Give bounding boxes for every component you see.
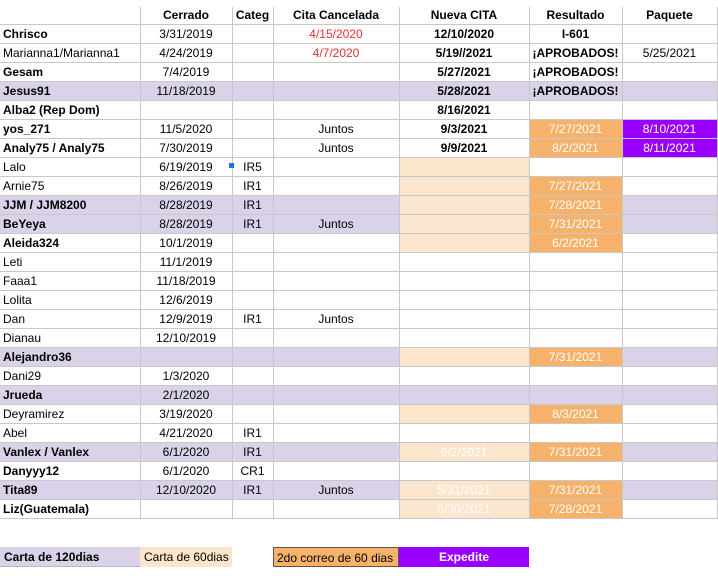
paquete-cell[interactable] xyxy=(622,329,717,348)
paquete-cell[interactable] xyxy=(622,310,717,329)
cerrado-cell[interactable] xyxy=(140,500,232,519)
cerrado-cell[interactable]: 3/31/2019 xyxy=(140,25,232,44)
paquete-cell[interactable] xyxy=(622,348,717,367)
cita-cancelada-cell[interactable]: Juntos xyxy=(273,481,399,500)
cerrado-cell[interactable]: 10/1/2019 xyxy=(140,234,232,253)
cita-cancelada-cell[interactable] xyxy=(273,329,399,348)
categ-cell[interactable] xyxy=(232,82,273,101)
cerrado-cell[interactable]: 11/5/2020 xyxy=(140,120,232,139)
name-cell[interactable]: Faaa1 xyxy=(0,272,140,291)
table-row xyxy=(0,291,717,310)
nueva-cita-cell[interactable]: 9/3/2021 xyxy=(399,120,529,139)
cita-cancelada-cell[interactable] xyxy=(273,500,399,519)
cita-cancelada-cell[interactable] xyxy=(273,101,399,120)
categ-cell[interactable]: IR1 xyxy=(232,443,273,462)
cerrado-cell[interactable]: 8/28/2019 xyxy=(140,215,232,234)
resultado-cell[interactable] xyxy=(529,329,622,348)
cita-cancelada-cell[interactable] xyxy=(273,63,399,82)
cita-cancelada-cell[interactable] xyxy=(273,158,399,177)
paquete-cell[interactable] xyxy=(622,215,717,234)
selection-handle[interactable] xyxy=(229,163,234,168)
legend-120-days[interactable]: Carta de 120dias xyxy=(0,547,140,567)
column-header[interactable]: Nueva CITA xyxy=(399,7,529,25)
table-row xyxy=(0,253,717,272)
resultado-cell[interactable]: 8/3/2021 xyxy=(529,405,622,424)
cita-cancelada-cell[interactable] xyxy=(273,196,399,215)
table-row xyxy=(0,215,717,234)
paquete-cell[interactable] xyxy=(622,462,717,481)
table-row xyxy=(0,386,717,405)
name-cell[interactable]: Arnie75 xyxy=(0,177,140,196)
categ-cell[interactable]: IR1 xyxy=(232,196,273,215)
name-cell[interactable]: BeYeya xyxy=(0,215,140,234)
table-row xyxy=(0,405,717,424)
resultado-cell[interactable]: ¡APROBADOS! xyxy=(529,63,622,82)
table-row xyxy=(0,462,717,481)
table-row xyxy=(0,443,717,462)
name-cell[interactable]: Lalo xyxy=(0,158,140,177)
legend-second-mail-60-days[interactable]: 2do correo de 60 dias xyxy=(273,547,399,567)
cerrado-cell[interactable]: 12/9/2019 xyxy=(140,310,232,329)
nueva-cita-cell[interactable] xyxy=(399,462,529,481)
nueva-cita-cell[interactable] xyxy=(399,272,529,291)
name-cell[interactable]: yos_271 xyxy=(0,120,140,139)
categ-cell[interactable] xyxy=(232,329,273,348)
cerrado-cell[interactable]: 12/10/2019 xyxy=(140,329,232,348)
table-row xyxy=(0,424,717,443)
nueva-cita-cell[interactable]: 12/10/2020 xyxy=(399,25,529,44)
table-row xyxy=(0,158,717,177)
categ-cell[interactable] xyxy=(232,405,273,424)
resultado-cell[interactable]: 7/31/2021 xyxy=(529,348,622,367)
table-row xyxy=(0,500,717,519)
paquete-cell[interactable]: 5/25/2021 xyxy=(622,44,717,63)
cita-cancelada-cell[interactable] xyxy=(273,386,399,405)
cita-cancelada-cell[interactable] xyxy=(273,348,399,367)
nueva-cita-cell[interactable] xyxy=(399,310,529,329)
cerrado-cell[interactable]: 12/10/2020 xyxy=(140,481,232,500)
table-row xyxy=(0,25,717,44)
cita-cancelada-cell[interactable]: Juntos xyxy=(273,139,399,158)
paquete-cell[interactable] xyxy=(622,158,717,177)
categ-cell[interactable] xyxy=(232,348,273,367)
cerrado-cell[interactable]: 12/6/2019 xyxy=(140,291,232,310)
resultado-cell[interactable]: 7/31/2021 xyxy=(529,481,622,500)
table-row xyxy=(0,272,717,291)
name-cell[interactable]: Jesus91 xyxy=(0,82,140,101)
table-row xyxy=(0,139,717,158)
name-cell[interactable]: Dani29 xyxy=(0,367,140,386)
paquete-cell[interactable] xyxy=(622,253,717,272)
categ-cell[interactable]: IR1 xyxy=(232,424,273,443)
table-row xyxy=(0,367,717,386)
resultado-cell[interactable]: 7/31/2021 xyxy=(529,215,622,234)
paquete-cell[interactable] xyxy=(622,25,717,44)
nueva-cita-cell[interactable] xyxy=(399,234,529,253)
nueva-cita-cell[interactable] xyxy=(399,291,529,310)
categ-cell[interactable] xyxy=(232,500,273,519)
categ-cell[interactable]: IR1 xyxy=(232,215,273,234)
name-cell[interactable]: Aleida324 xyxy=(0,234,140,253)
nueva-cita-cell[interactable]: 5/31/2021 xyxy=(399,481,529,500)
cerrado-cell[interactable]: 8/28/2019 xyxy=(140,196,232,215)
resultado-cell[interactable] xyxy=(529,291,622,310)
cerrado-cell[interactable]: 6/19/2019 xyxy=(140,158,232,177)
categ-cell[interactable] xyxy=(232,367,273,386)
name-cell[interactable]: Alba2 (Rep Dom) xyxy=(0,101,140,120)
cerrado-cell[interactable]: 11/18/2019 xyxy=(140,272,232,291)
name-cell[interactable]: Marianna1/Marianna1 xyxy=(0,44,140,63)
categ-cell[interactable] xyxy=(232,63,273,82)
resultado-cell[interactable]: 7/27/2021 xyxy=(529,120,622,139)
paquete-cell[interactable] xyxy=(622,234,717,253)
name-cell[interactable]: Lolita xyxy=(0,291,140,310)
cita-cancelada-cell[interactable] xyxy=(273,253,399,272)
resultado-cell[interactable] xyxy=(529,424,622,443)
nueva-cita-cell[interactable] xyxy=(399,424,529,443)
resultado-cell[interactable] xyxy=(529,386,622,405)
cita-cancelada-cell[interactable]: Juntos xyxy=(273,310,399,329)
table-row xyxy=(0,44,717,63)
resultado-cell[interactable] xyxy=(529,101,622,120)
paquete-cell[interactable] xyxy=(622,196,717,215)
name-cell[interactable]: JJM / JJM8200 xyxy=(0,196,140,215)
table-row xyxy=(0,120,717,139)
cerrado-cell[interactable]: 3/19/2020 xyxy=(140,405,232,424)
name-cell[interactable]: Dianau xyxy=(0,329,140,348)
nueva-cita-cell[interactable]: 5/19//2021 xyxy=(399,44,529,63)
cita-cancelada-cell[interactable] xyxy=(273,405,399,424)
name-cell[interactable]: Liz(Guatemala) xyxy=(0,500,140,519)
categ-cell[interactable] xyxy=(232,120,273,139)
cerrado-cell[interactable]: 7/30/2019 xyxy=(140,139,232,158)
name-cell[interactable]: Tita89 xyxy=(0,481,140,500)
name-cell[interactable]: Dan xyxy=(0,310,140,329)
legend-expedite[interactable]: Expedite xyxy=(399,547,529,567)
legend xyxy=(0,547,718,567)
nueva-cita-cell[interactable] xyxy=(399,177,529,196)
paquete-cell[interactable] xyxy=(622,443,717,462)
categ-cell[interactable]: IR1 xyxy=(232,177,273,196)
categ-cell[interactable] xyxy=(232,291,273,310)
column-header[interactable]: Paquete xyxy=(622,7,717,25)
resultado-cell[interactable] xyxy=(529,367,622,386)
cita-cancelada-cell[interactable]: 4/15/2020 xyxy=(273,25,399,44)
cita-cancelada-cell[interactable] xyxy=(273,272,399,291)
table-row xyxy=(0,82,717,101)
nueva-cita-cell[interactable]: 8/16/2021 xyxy=(399,101,529,120)
nueva-cita-cell[interactable] xyxy=(399,405,529,424)
paquete-cell[interactable]: 8/10/2021 xyxy=(622,120,717,139)
spreadsheet-grid xyxy=(0,7,718,519)
paquete-cell[interactable] xyxy=(622,405,717,424)
column-header[interactable]: Cerrado xyxy=(140,7,232,25)
cita-cancelada-cell[interactable] xyxy=(273,424,399,443)
cita-cancelada-cell[interactable]: 4/7/2020 xyxy=(273,44,399,63)
categ-cell[interactable]: IR5 xyxy=(232,158,273,177)
table-row xyxy=(0,348,717,367)
nueva-cita-cell[interactable]: 6/2/2021 xyxy=(399,443,529,462)
resultado-cell[interactable]: 6/2/2021 xyxy=(529,234,622,253)
table-row xyxy=(0,481,717,500)
paquete-cell[interactable] xyxy=(622,367,717,386)
nueva-cita-cell[interactable] xyxy=(399,348,529,367)
name-cell[interactable]: Abel xyxy=(0,424,140,443)
resultado-cell[interactable]: 7/27/2021 xyxy=(529,177,622,196)
resultado-cell[interactable] xyxy=(529,310,622,329)
categ-cell[interactable]: IR1 xyxy=(232,481,273,500)
resultado-cell[interactable]: 7/31/2021 xyxy=(529,443,622,462)
categ-cell[interactable] xyxy=(232,25,273,44)
resultado-cell[interactable] xyxy=(529,462,622,481)
table-row xyxy=(0,63,717,82)
column-header[interactable]: Resultado xyxy=(529,7,622,25)
paquete-cell[interactable] xyxy=(622,82,717,101)
cita-cancelada-cell[interactable]: Juntos xyxy=(273,215,399,234)
name-cell[interactable]: Danyyy12 xyxy=(0,462,140,481)
paquete-cell[interactable] xyxy=(622,101,717,120)
nueva-cita-cell[interactable] xyxy=(399,367,529,386)
resultado-cell[interactable] xyxy=(529,158,622,177)
categ-cell[interactable] xyxy=(232,234,273,253)
name-cell[interactable]: Chrisco xyxy=(0,25,140,44)
cita-cancelada-cell[interactable] xyxy=(273,234,399,253)
name-cell[interactable]: Vanlex / Vanlex xyxy=(0,443,140,462)
cita-cancelada-cell[interactable] xyxy=(273,291,399,310)
cerrado-cell[interactable]: 7/4/2019 xyxy=(140,63,232,82)
nueva-cita-cell[interactable] xyxy=(399,329,529,348)
name-cell[interactable]: Alejandro36 xyxy=(0,348,140,367)
name-cell[interactable]: Gesam xyxy=(0,63,140,82)
header-row xyxy=(0,7,717,25)
nueva-cita-cell[interactable]: 5/30/2021 xyxy=(399,500,529,519)
paquete-cell[interactable] xyxy=(622,386,717,405)
cerrado-cell[interactable]: 4/21/2020 xyxy=(140,424,232,443)
paquete-cell[interactable] xyxy=(622,63,717,82)
cerrado-cell[interactable]: 2/1/2020 xyxy=(140,386,232,405)
resultado-cell[interactable]: I-601 xyxy=(529,25,622,44)
nueva-cita-cell[interactable] xyxy=(399,158,529,177)
cerrado-cell[interactable]: 6/1/2020 xyxy=(140,443,232,462)
cita-cancelada-cell[interactable]: Juntos xyxy=(273,120,399,139)
paquete-cell[interactable] xyxy=(622,177,717,196)
categ-cell[interactable]: IR1 xyxy=(232,310,273,329)
categ-cell[interactable]: CR1 xyxy=(232,462,273,481)
name-cell[interactable]: Jrueda xyxy=(0,386,140,405)
table-row xyxy=(0,329,717,348)
categ-cell[interactable] xyxy=(232,139,273,158)
paquete-cell[interactable] xyxy=(622,272,717,291)
cita-cancelada-cell[interactable] xyxy=(273,462,399,481)
table-row xyxy=(0,101,717,120)
nueva-cita-cell[interactable] xyxy=(399,253,529,272)
column-header[interactable]: Categ xyxy=(232,7,273,25)
cerrado-cell[interactable]: 11/18/2019 xyxy=(140,82,232,101)
column-header[interactable] xyxy=(0,7,140,25)
cerrado-cell[interactable]: 1/3/2020 xyxy=(140,367,232,386)
paquete-cell[interactable] xyxy=(622,481,717,500)
cita-cancelada-cell[interactable] xyxy=(273,367,399,386)
name-cell[interactable]: Analy75 / Analy75 xyxy=(0,139,140,158)
categ-cell[interactable] xyxy=(232,101,273,120)
resultado-cell[interactable] xyxy=(529,272,622,291)
cerrado-cell[interactable] xyxy=(140,101,232,120)
cita-cancelada-cell[interactable] xyxy=(273,443,399,462)
cita-cancelada-cell[interactable] xyxy=(273,177,399,196)
paquete-cell[interactable] xyxy=(622,291,717,310)
cerrado-cell[interactable] xyxy=(140,348,232,367)
resultado-cell[interactable]: 8/2/2021 xyxy=(529,139,622,158)
table-row xyxy=(0,234,717,253)
table-row xyxy=(0,196,717,215)
paquete-cell[interactable]: 8/11/2021 xyxy=(622,139,717,158)
nueva-cita-cell[interactable]: 5/27/2021 xyxy=(399,63,529,82)
paquete-cell[interactable] xyxy=(622,500,717,519)
table-row xyxy=(0,310,717,329)
paquete-cell[interactable] xyxy=(622,424,717,443)
resultado-cell[interactable] xyxy=(529,253,622,272)
nueva-cita-cell[interactable]: 9/9/2021 xyxy=(399,139,529,158)
table-row xyxy=(0,177,717,196)
cerrado-cell[interactable]: 6/1/2020 xyxy=(140,462,232,481)
legend-60-days[interactable]: Carta de 60dias xyxy=(140,547,232,567)
name-cell[interactable]: Leti xyxy=(0,253,140,272)
nueva-cita-cell[interactable] xyxy=(399,215,529,234)
categ-cell[interactable] xyxy=(232,253,273,272)
resultado-cell[interactable]: 7/28/2021 xyxy=(529,500,622,519)
resultado-cell[interactable]: ¡APROBADOS! xyxy=(529,44,622,63)
name-cell[interactable]: Deyramirez xyxy=(0,405,140,424)
cerrado-cell[interactable]: 11/1/2019 xyxy=(140,253,232,272)
nueva-cita-cell[interactable] xyxy=(399,196,529,215)
cerrado-cell[interactable]: 4/24/2019 xyxy=(140,44,232,63)
cita-cancelada-cell[interactable] xyxy=(273,82,399,101)
resultado-cell[interactable]: ¡APROBADOS! xyxy=(529,82,622,101)
cerrado-cell[interactable]: 8/26/2019 xyxy=(140,177,232,196)
categ-cell[interactable] xyxy=(232,386,273,405)
nueva-cita-cell[interactable]: 5/28/2021 xyxy=(399,82,529,101)
nueva-cita-cell[interactable] xyxy=(399,386,529,405)
column-header[interactable]: Cita Cancelada xyxy=(273,7,399,25)
categ-cell[interactable] xyxy=(232,272,273,291)
categ-cell[interactable] xyxy=(232,44,273,63)
resultado-cell[interactable]: 7/28/2021 xyxy=(529,196,622,215)
